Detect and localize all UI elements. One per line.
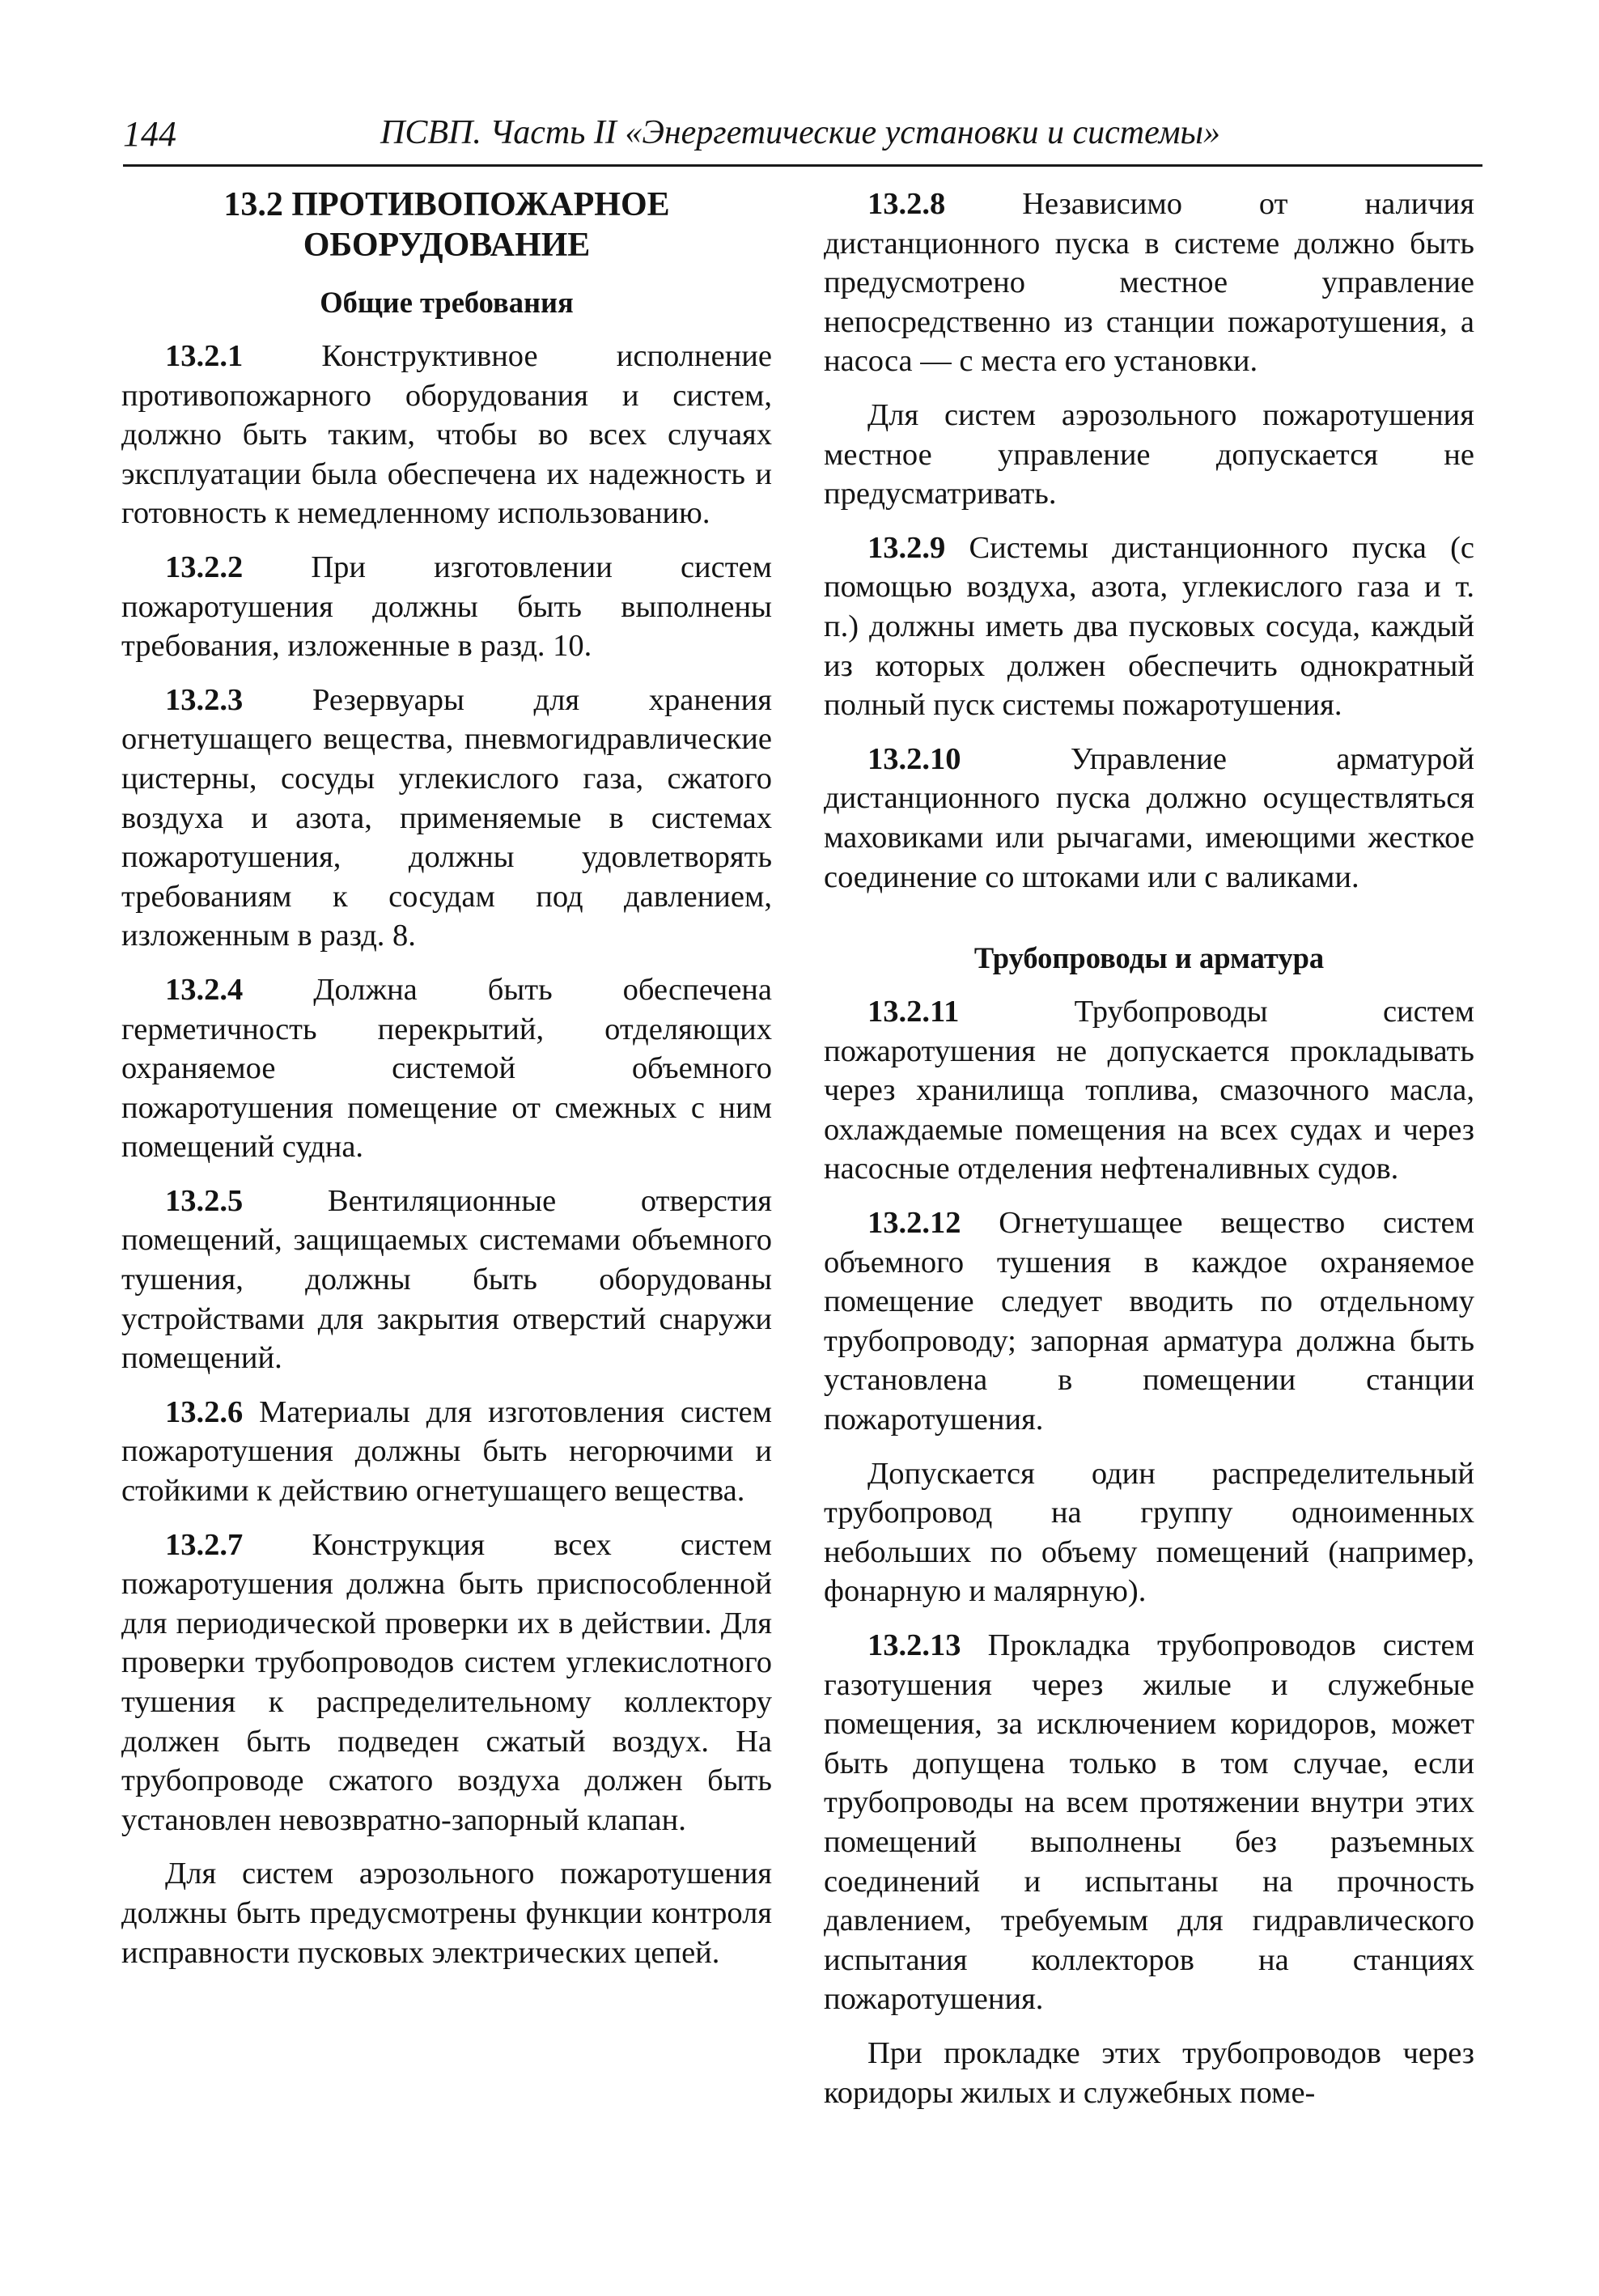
section-title xyxy=(121,185,772,265)
clause-number: 13.2.2 xyxy=(165,550,244,584)
paragraph-13-2-11 xyxy=(824,992,1474,1189)
clause-number: 13.2.13 xyxy=(867,1628,961,1662)
clause-number: 13.2.4 xyxy=(165,972,244,1007)
clause-number: 13.2.7 xyxy=(165,1527,244,1562)
clause-number: 13.2.12 xyxy=(867,1206,961,1241)
paragraph-text: Конструктивное исполнение противопожарного оборудования и систем, должно быть таким, чтобы во всех случаях эксплуатации была обеспечена их надежность и готовность к немедленному использованию. xyxy=(121,339,772,531)
running-title: ПСВП. Часть II «Энергетические установки и системы» xyxy=(380,114,1220,151)
paragraph-text: Трубопроводы систем пожаротушения не допускается прокладывать через хранилища топлива, смазочного масла, охлаждаемые помещения на всех судах и через насосные отделения нефтеналивных судов. xyxy=(824,995,1474,1186)
paragraph-text: Независимо от наличия дистанционного пуска в системе должно быть предусмотрено местное управление непосредственно из станции пожаротушения, а насоса — с места его установки. xyxy=(824,187,1474,379)
paragraph-text: Материалы для изготовления систем пожаротушения должны быть негорючими и стойкими к действию огнетушащего вещества. xyxy=(121,1394,772,1509)
paragraph-13-2-12-cont: Допускается один распределительный трубопровод на группу одноименных небольших по объему помещений (например, фонарную и малярную). xyxy=(824,1456,1474,1609)
clause-number: 13.2.6 xyxy=(165,1394,244,1429)
clause-number: 13.2.8 xyxy=(867,187,946,221)
clause-number: 13.2.11 xyxy=(867,995,960,1029)
paragraph-13-2-5 xyxy=(121,1182,772,1378)
clause-number: 13.2.3 xyxy=(165,682,244,717)
subheading-pipes: Трубопроводы и арматура xyxy=(973,941,1325,975)
clause-number: 13.2.1 xyxy=(165,339,244,373)
header-rule xyxy=(123,164,1482,167)
page-number: 144 xyxy=(123,114,176,154)
paragraph-13-2-9 xyxy=(824,528,1474,725)
section-title-line1: 13.2 ПРОТИВОПОЖАРНОЕ xyxy=(223,186,670,223)
paragraph-13-2-7-cont: Для систем аэрозольного пожаротушения должны быть предусмотрены функции контроля исправности пусковых электрических цепей. xyxy=(121,1857,772,1970)
clause-number: 13.2.10 xyxy=(867,741,961,776)
paragraph-text: Огнетушащее вещество систем объемного тушения в каждое охраняемое помещение следует вводить по отдельному трубопроводу; запорная арматура должна быть установлена в помещении станции пожаротушения. xyxy=(824,1206,1474,1437)
paragraph-13-2-8 xyxy=(824,185,1474,381)
paragraph-13-2-7 xyxy=(121,1526,772,1840)
paragraph-text: Конструкция всех систем пожаротушения должна быть приспособленной для периодической проверки их в действии. Для проверки трубопроводов систем углекислотного тушения к распределительному коллектору должен быть подведен сжатый воздух. На трубопроводе сжатого воздуха должен быть установлен невозвратно-запорный клапан. xyxy=(121,1527,772,1837)
paragraph-text: При изготовлении систем пожаротушения должны быть выполнены требования, изложенные в разд. 10. xyxy=(121,550,772,664)
paragraph-13-2-10 xyxy=(824,740,1474,897)
paragraph-text: Системы дистанционного пуска (с помощью воздуха, азота, углекислого газа и т. п.) должны иметь два пусковых сосуда, каждый из которых должен обеспечить однократный полный пуск системы пожаротушения. xyxy=(824,530,1474,723)
paragraph-13-2-8-cont: Для систем аэрозольного пожаротушения местное управление допускается не предусматривать. xyxy=(824,397,1474,511)
clause-number: 13.2.5 xyxy=(165,1183,244,1218)
paragraph-text: Прокладка трубопроводов систем газотушения через жилые и служебные помещения, за исключением коридоров, может быть допущена только в том случае, если трубопроводы на всем протяжении внутри этих помещений выполнены без разъемных соединений и испытаны на прочность давлением, требуемым для гидравлического испытания коллекторов на станциях пожаротушения. xyxy=(824,1628,1474,2017)
paragraph-13-2-13-cont: При прокладке этих трубопроводов через коридоры жилых и служебных поме- xyxy=(824,2035,1474,2110)
paragraph-13-2-13 xyxy=(824,1626,1474,2019)
paragraph-13-2-6 xyxy=(121,1393,772,1511)
paragraph-13-2-4 xyxy=(121,970,772,1167)
paragraph-text: Должна быть обеспечена герметичность перекрытий, отделяющих охраняемое системой объемного пожаротушения помещение от смежных с ним помещений судна. xyxy=(121,972,772,1165)
paragraph-text: Вентиляционные отверстия помещений, защищаемых системами объемного тушения, должны быть оборудованы устройствами для закрытия отверстий снаружи помещений. xyxy=(121,1183,772,1376)
paragraph-13-2-12 xyxy=(824,1203,1474,1440)
clause-number: 13.2.9 xyxy=(867,530,946,565)
left-column xyxy=(121,185,772,1987)
paragraph-13-2-3 xyxy=(121,681,772,956)
paragraph-text: Управление арматурой дистанционного пуска должно осуществляться маховиками или рычагами, имеющими жесткое соединение со штоками или с валиками. xyxy=(824,741,1474,894)
paragraph-13-2-1 xyxy=(121,337,772,533)
right-column xyxy=(824,185,1474,2127)
paragraph-text: Резервуары для хранения огнетушащего вещества, пневмогидравлические цистерны, сосуды углекислого газа, сжатого воздуха и азота, применяемые в системах пожаротушения, должны удовлетворять требованиям к сосудам под давлением, изложенным в разд. 8. xyxy=(121,682,772,953)
running-header xyxy=(123,113,1482,165)
section-title-line2: ОБОРУДОВАНИЕ xyxy=(303,227,591,264)
subheading-general: Общие требования xyxy=(320,286,574,319)
paragraph-13-2-2 xyxy=(121,548,772,666)
